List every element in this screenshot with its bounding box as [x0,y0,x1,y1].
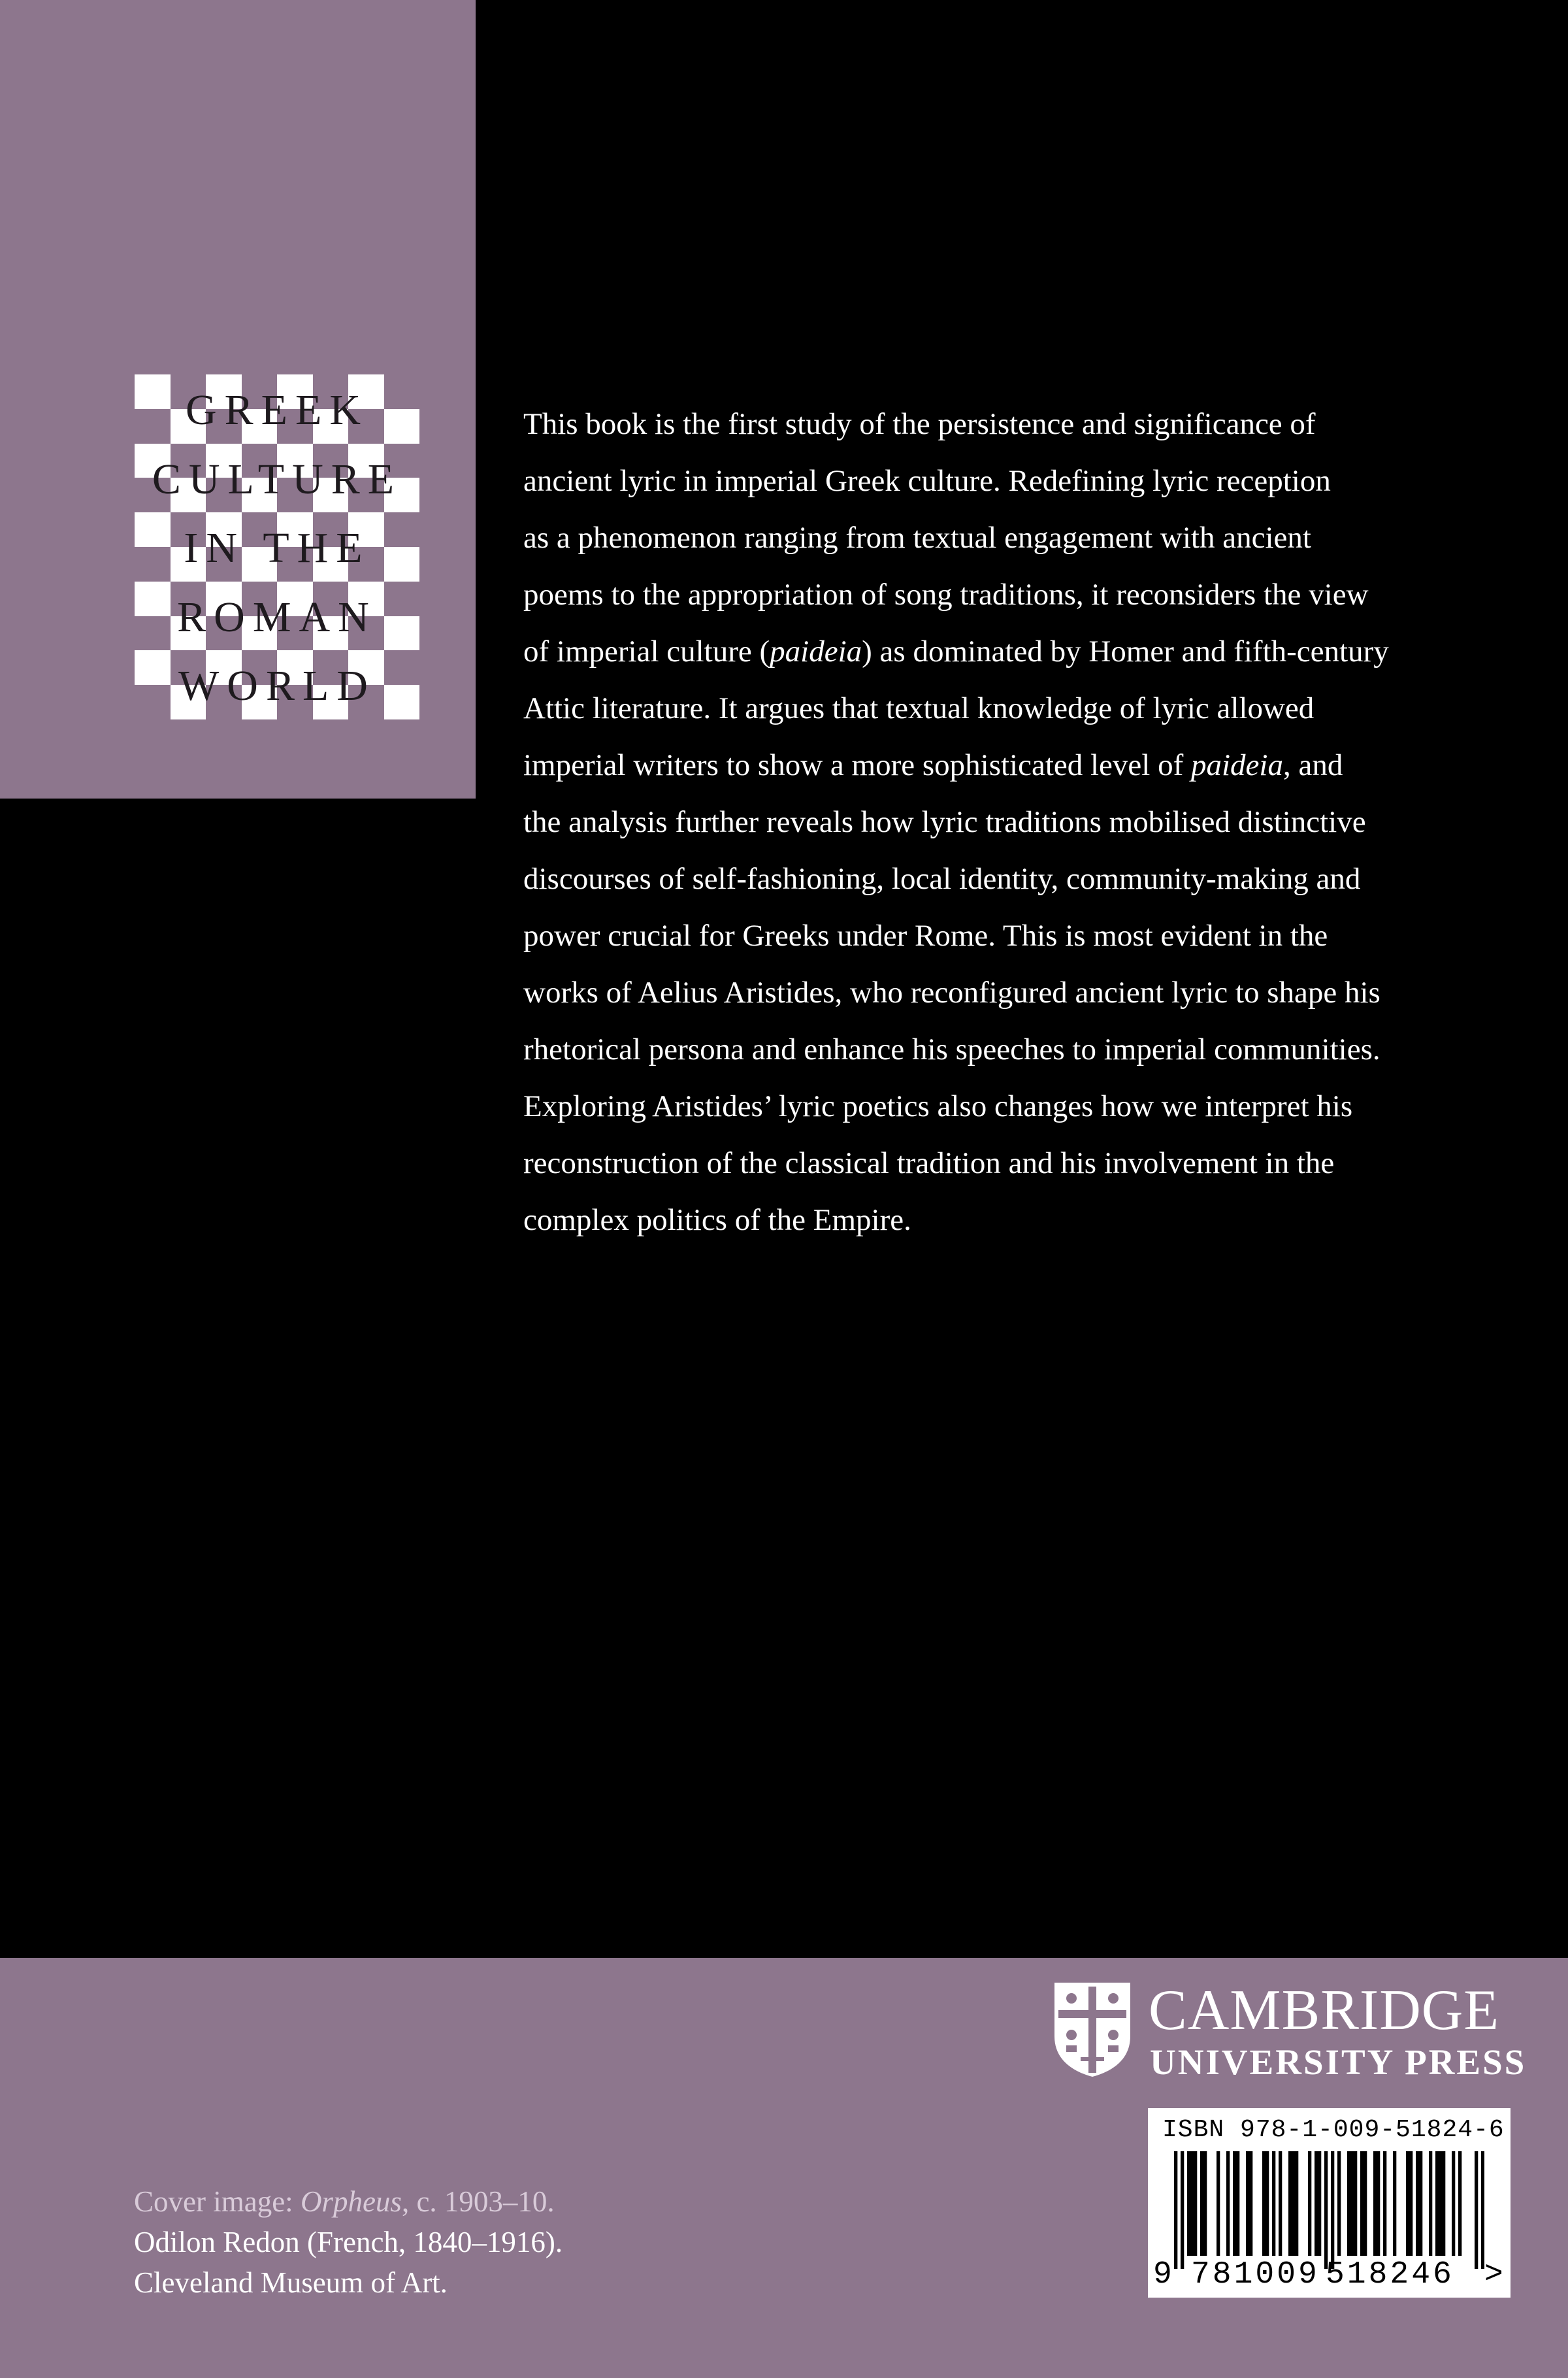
paideia-term: paideia [1190,748,1283,782]
barcode-bars [1174,2151,1484,2269]
publisher-name: CAMBRIDGE [1149,1979,1500,2042]
blurb-line: of imperial culture (paideia) as dominated by Homer and fifth-century [523,635,1389,669]
barcode-bar [1406,2151,1409,2256]
ean-first-digit: 9 [1153,2257,1172,2292]
barcode-bar [1393,2151,1396,2256]
blurb-line: power crucial for Greeks under Rome. This is most evident in the [523,919,1328,953]
barcode-bar [1292,2151,1295,2256]
paideia-term: paideia [770,635,862,669]
barcode-bar [1360,2151,1364,2256]
barcode-bar [1194,2151,1197,2256]
barcode-bar [1409,2151,1413,2256]
series-title-line: CULTURE [152,455,402,503]
barcode-bar [1481,2151,1484,2269]
blurb-line: imperial writers to show a more sophisticated level of paideia, and [523,748,1343,782]
barcode-bar [1262,2151,1266,2256]
series-title-line: WORLD [178,662,376,710]
credit-line: Cleveland Museum of Art. [134,2266,448,2299]
barcode-bar [1442,2151,1445,2256]
cover-credit [134,2181,563,2303]
series-title-line: ROMAN [177,593,377,641]
barcode-bar [1279,2151,1282,2256]
artwork-title: Orpheus [300,2185,402,2218]
series-title-line: GREEK [186,386,368,434]
blurb-line: ancient lyric in imperial Greek culture. Redefining lyric reception [523,464,1331,498]
barcode-bar [1266,2151,1269,2256]
barcode-bar [1203,2151,1207,2256]
barcode-bar [1458,2151,1462,2256]
barcode-bar [1416,2151,1419,2256]
credit-line: Odilon Redon (French, 1840–1916). [134,2226,563,2258]
barcode-bar [1295,2151,1298,2256]
ean-right-group: 518246 [1326,2257,1454,2292]
blurb-line: poems to the appropriation of song traditions, it reconsiders the view [523,578,1369,612]
barcode-bar [1217,2151,1220,2256]
barcode-bar [1308,2151,1311,2256]
barcode-bar [1324,2151,1328,2269]
barcode-bar [1439,2151,1442,2256]
barcode-bar [1435,2151,1439,2256]
barcode-bar [1350,2151,1354,2256]
blurb-line: the analysis further reveals how lyric traditions mobilised distinctive [523,805,1366,839]
blurb-line: complex politics of the Empire. [523,1203,911,1237]
barcode-bar [1272,2151,1275,2256]
credit-line: Cover image: Orpheus, c. 1903–10. [134,2185,555,2218]
barcode-bar [1419,2151,1422,2256]
barcode-bar [1318,2151,1321,2256]
barcode-bar [1383,2151,1386,2256]
blurb-line: reconstruction of the classical tradition and his involvement in the [523,1146,1335,1180]
series-title-line: IN THE [184,524,370,572]
barcode-bar [1187,2151,1190,2256]
barcode-bar [1475,2151,1478,2269]
publisher-subtitle: UNIVERSITY PRESS [1150,2042,1527,2082]
book-blurb [523,396,1503,1249]
barcode-bar [1246,2151,1249,2256]
barcode-bar [1226,2151,1230,2256]
barcode-bar [1249,2151,1252,2256]
barcode-bar [1354,2151,1357,2256]
blurb-line: Attic literature. It argues that textual knowledge of lyric allowed [523,691,1315,725]
blurb-line: discourses of self-fashioning, local identity, community-making and [523,862,1361,896]
barcode-bar [1200,2151,1203,2256]
barcode-bar [1181,2151,1184,2269]
barcode-bar [1429,2151,1432,2256]
blurb-line: This book is the first study of the persistence and significance of [523,407,1316,441]
barcode-bar [1347,2151,1350,2256]
blurb-line: rhetorical persona and enhance his speeches to imperial communities. [523,1032,1380,1066]
barcode-bar [1452,2151,1455,2256]
barcode-bar [1364,2151,1367,2256]
barcode-bar [1373,2151,1377,2256]
series-title [135,374,419,719]
isbn-label: ISBN 978-1-009-51824-6 [1162,2116,1505,2144]
blurb-line: Exploring Aristides’ lyric poetics also changes how we interpret his [523,1089,1353,1123]
ean-digits [1148,2258,1511,2291]
barcode-bar [1331,2151,1334,2269]
barcode-bar [1315,2151,1318,2256]
barcode-bar [1236,2151,1239,2256]
barcode-bar [1288,2151,1292,2256]
barcode-bar [1337,2151,1341,2256]
publisher-logo [1052,1979,1527,2082]
isbn-barcode [1148,2108,1511,2298]
blurb-line: as a phenomenon ranging from textual engagement with ancient [523,521,1311,555]
ean-quiet-zone-marker: > [1484,2257,1503,2292]
barcode-bar [1190,2151,1194,2256]
cambridge-shield-icon [1052,1980,1133,2078]
ean-left-group: 781009 [1191,2257,1320,2292]
barcode-bar [1174,2151,1177,2269]
blurb-line: works of Aelius Aristides, who reconfigured ancient lyric to shape his [523,976,1380,1010]
barcode-bar [1233,2151,1236,2256]
barcode-bar [1377,2151,1380,2256]
